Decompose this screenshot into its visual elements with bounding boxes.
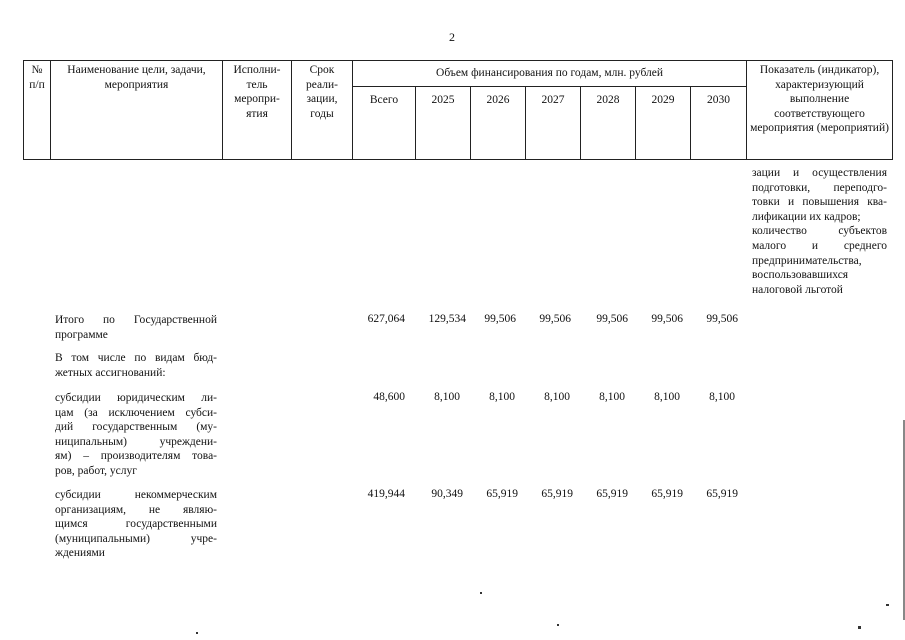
row-name-line: Итого по Государственной xyxy=(55,314,217,326)
value-2027: 8,100 xyxy=(544,391,570,403)
indicator-line: лификации их кадров; xyxy=(752,210,861,223)
indicator-line: предпринимательства, xyxy=(752,254,862,267)
row-name-line: дий государственным (му- xyxy=(55,421,217,434)
header-num: № п/п xyxy=(24,61,51,160)
indicator-line: воспользовавшихся xyxy=(752,269,849,282)
row-breakdown-name xyxy=(55,351,217,380)
scan-speck xyxy=(557,624,559,626)
value-2025: 8,100 xyxy=(434,391,460,403)
scan-speck xyxy=(480,592,482,594)
value-2026: 99,506 xyxy=(484,313,516,325)
row-name-line: ям) – производителям това- xyxy=(55,450,217,463)
row-nonprofit-name xyxy=(55,488,217,561)
header-executor: Исполни-тель меропри-ятия xyxy=(223,61,292,160)
value-2030: 99,506 xyxy=(706,313,738,325)
scan-speck xyxy=(858,626,861,629)
indicator-line: подготовки, переподго- xyxy=(752,181,887,194)
header-year: 2025 xyxy=(416,87,471,160)
value-2029: 8,100 xyxy=(654,391,680,403)
row-name-line: щимся государственными xyxy=(55,518,217,531)
row-name-line: программе xyxy=(55,328,108,341)
value-total: 48,600 xyxy=(373,391,405,403)
header-funding-title: Объем финансирования по годам, млн. рублей xyxy=(353,61,747,87)
indicator-line: количество субъектов xyxy=(752,225,887,238)
header-table xyxy=(23,60,893,160)
row-name-line: субсидии юридическим ли- xyxy=(55,392,217,404)
indicator-line: налоговой льготой xyxy=(752,283,843,296)
scan-speck xyxy=(196,632,198,634)
row-name-line: цам (за исключением субси- xyxy=(55,406,217,419)
row-name-line: субсидии некоммерческим xyxy=(55,489,217,501)
page-number: 2 xyxy=(449,30,455,44)
header-year: 2028 xyxy=(581,87,636,160)
value-2027: 99,506 xyxy=(539,313,571,325)
header-total: Всего xyxy=(353,87,416,160)
header-year: 2026 xyxy=(471,87,526,160)
value-2030: 8,100 xyxy=(709,391,735,403)
value-2025: 90,349 xyxy=(431,488,463,500)
header-year: 2027 xyxy=(526,87,581,160)
value-total: 419,944 xyxy=(367,488,405,500)
scan-speck xyxy=(886,604,889,606)
header-name: Наименование цели, задачи, мероприятия xyxy=(51,61,223,160)
header-term: Срок реали-зации, годы xyxy=(292,61,353,160)
row-name-line: ждениями xyxy=(55,547,105,560)
row-name-line: В том числе по видам бюд- xyxy=(55,352,217,364)
indicator-line: малого и среднего xyxy=(752,239,887,252)
indicator-line: зации и осуществления xyxy=(752,167,887,179)
row-legal-entities-name xyxy=(55,391,217,479)
indicator-continuation xyxy=(752,166,887,297)
value-2026: 65,919 xyxy=(486,488,518,500)
row-name-line: жетных ассигнований: xyxy=(55,366,166,379)
value-2025: 129,534 xyxy=(428,313,466,325)
row-name-line: организациям, не являю- xyxy=(55,503,217,516)
value-2028: 8,100 xyxy=(599,391,625,403)
value-2029: 99,506 xyxy=(651,313,683,325)
value-2028: 65,919 xyxy=(596,488,628,500)
value-2030: 65,919 xyxy=(706,488,738,500)
header-year: 2030 xyxy=(691,87,747,160)
value-2028: 99,506 xyxy=(596,313,628,325)
row-name-line: ров, работ, услуг xyxy=(55,464,137,477)
value-2026: 8,100 xyxy=(489,391,515,403)
row-total-name xyxy=(55,313,217,342)
value-2027: 65,919 xyxy=(541,488,573,500)
value-total: 627,064 xyxy=(367,313,405,325)
row-name-line: ниципальным) учреждени- xyxy=(55,435,217,448)
value-2029: 65,919 xyxy=(651,488,683,500)
header-indicator: Показатель (индикатор), характеризующий выполнение соответствующего мероприятия (мероприятий) xyxy=(747,61,893,160)
header-year: 2029 xyxy=(636,87,691,160)
indicator-line: товки и повышения ква- xyxy=(752,196,887,209)
row-name-line: (муниципальными) учре- xyxy=(55,532,217,545)
